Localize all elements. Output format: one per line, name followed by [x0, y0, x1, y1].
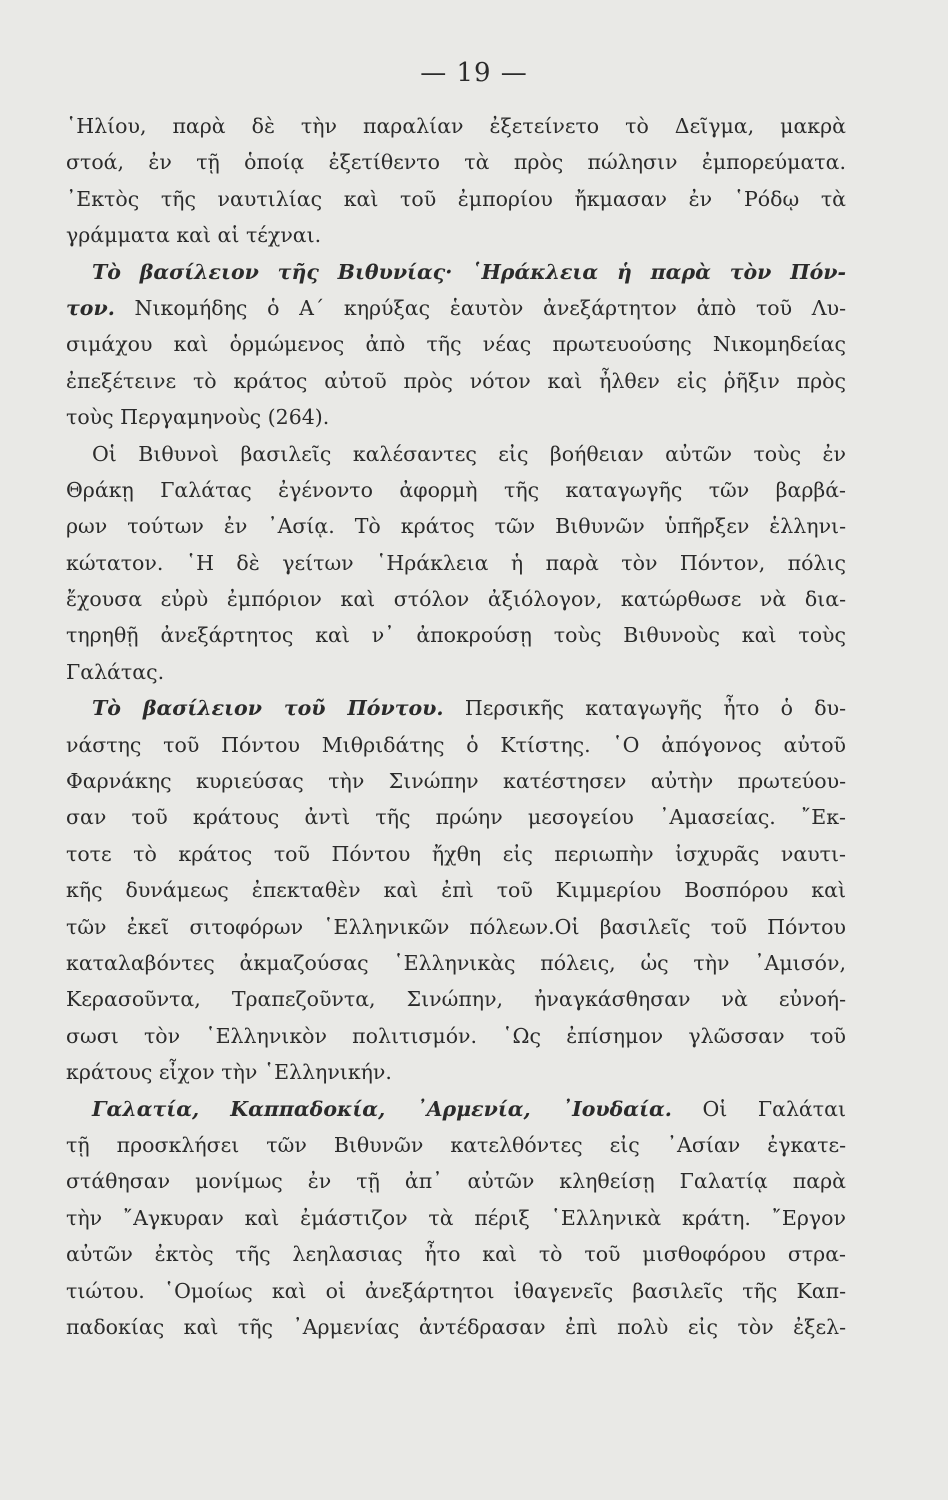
text-line	[66, 690, 846, 726]
line-text: ἔχουσα εὐρὺ ἐμπόριον καὶ στόλον ἀξιόλογον, κατώρθωσε νὰ δια-	[66, 587, 846, 612]
text-line	[66, 290, 846, 326]
line-text: σωσι τὸν ῾Ελληνικὸν πολιτισμόν. ῾Ως ἐπίσημον γλῶσσαν τοῦ	[66, 1023, 846, 1048]
text-line	[66, 1054, 846, 1090]
line-text: παδοκίας καὶ τῆς ᾿Αρμενίας ἀντέδρασαν ἐπὶ πολὺ εἰς τὸν ἐξελ-	[66, 1314, 846, 1339]
line-text: στοά, ἐν τῇ ὁποίᾳ ἐξετίθεντο τὰ πρὸς πώλησιν ἐμπορεύματα.	[66, 150, 846, 175]
text-line	[66, 1163, 846, 1199]
line-text: ἐπεξέτεινε τὸ κράτος αὐτοῦ πρὸς νότον καὶ ἦλθεν εἰς ῥῆξιν πρὸς	[66, 368, 846, 393]
line-text: τῇ προσκλήσει τῶν Βιθυνῶν κατελθόντες εἰς ᾿Ασίαν ἐγκατε-	[66, 1132, 846, 1157]
line-text: Περσικῆς καταγωγῆς ἦτο ὁ δυ-	[443, 696, 846, 721]
text-line	[66, 472, 846, 508]
line-text: Φαρνάκης κυριεύσας τὴν Σινώπην κατέστησεν αὐτὴν πρωτεύου-	[66, 769, 846, 794]
text-line	[66, 1200, 846, 1236]
text-line	[66, 399, 846, 435]
line-text: τὴν ῎Αγκυραν καὶ ἐμάστιζον τὰ πέριξ ῾Ελληνικὰ κράτη. ῎Εργον	[66, 1205, 846, 1230]
section-heading: Τὸ βασίλειον τῆς Βιθυνίας· ῾Ηράκλεια ἡ παρὰ τὸν Πόν-	[92, 259, 846, 284]
text-line	[66, 763, 846, 799]
line-text: ρων τούτων ἐν ᾿Ασίᾳ. Τὸ κράτος τῶν Βιθυνῶν ὑπῆρξεν ἑλληνι-	[66, 514, 846, 539]
text-line	[66, 727, 846, 763]
text-line	[66, 1018, 846, 1054]
text-line	[66, 217, 846, 253]
line-text: ῾Ηλίου, παρὰ δὲ τὴν παραλίαν ἐξετείνετο τὸ Δεῖγμα, μακρὰ	[66, 114, 846, 138]
text-line	[66, 909, 846, 945]
line-text: κῆς δυνάμεως ἐπεκταθὲν καὶ ἐπὶ τοῦ Κιμμερίου Βοσπόρου καὶ	[66, 878, 846, 903]
text-line	[66, 617, 846, 653]
line-text: Θράκῃ Γαλάτας ἐγένοντο ἀφορμὴ τῆς καταγωγῆς τῶν βαρβά-	[66, 477, 846, 502]
section-heading: Γαλατία, Καππαδοκία, ᾿Αρμενία, ᾿Ιουδαία.	[92, 1096, 672, 1121]
line-text: τιώτου. ῾Ομοίως καὶ οἱ ἀνεξάρτητοι ἰθαγενεῖς βασιλεῖς τῆς Καπ-	[66, 1278, 846, 1303]
line-text: σιμάχου καὶ ὁρμώμενος ἀπὸ τῆς νέας πρωτευούσης Νικομηδείας	[66, 332, 846, 357]
line-text: ᾿Εκτὸς τῆς ναυτιλίας καὶ τοῦ ἐμπορίου ἤκμασαν ἐν ῾Ρόδῳ τὰ	[66, 186, 846, 211]
text-line	[66, 545, 846, 581]
line-text: Γαλάτας.	[66, 659, 165, 684]
text-line	[66, 1127, 846, 1163]
text-line	[66, 108, 846, 144]
line-text: κώτατον. ῾Η δὲ γείτων ῾Ηράκλεια ἡ παρὰ τὸν Πόντον, πόλις	[66, 550, 846, 575]
text-line	[66, 981, 846, 1017]
line-text: τηρηθῇ ἀνεξάρτητος καὶ ν᾿ ἀποκρούσῃ τοὺς Βιθυνοὺς καὶ τοὺς	[66, 623, 846, 648]
line-text: αὐτῶν ἐκτὸς τῆς λεηλασιας ἦτο καὶ τὸ τοῦ μισθοφόρου στρα-	[66, 1242, 846, 1267]
line-text: τοτε τὸ κράτος τοῦ Πόντου ἤχθη εἰς περιωπὴν ἰσχυρᾶς ναυτι-	[66, 841, 846, 866]
text-line	[66, 326, 846, 362]
line-text: καταλαβόντες ἀκμαζούσας ῾Ελληνικὰς πόλεις, ὡς τὴν ᾿Αμισόν,	[66, 950, 846, 975]
line-text: γράμματα καὶ αἱ τέχναι.	[66, 223, 322, 248]
text-line	[66, 181, 846, 217]
text-line	[66, 1091, 846, 1127]
line-text: νάστης τοῦ Πόντου Μιθριδάτης ὁ Κτίστης. ῾Ο ἀπόγονος αὐτοῦ	[66, 732, 846, 757]
text-line	[66, 581, 846, 617]
section-heading: Τὸ βασίλειον τοῦ Πόντου.	[92, 696, 444, 721]
text-line	[66, 1309, 846, 1345]
line-text: στάθησαν μονίμως ἐν τῇ ἀπ᾿ αὐτῶν κληθείσῃ Γαλατίᾳ παρὰ	[66, 1169, 846, 1194]
line-text: Οἱ Γαλάται	[671, 1096, 846, 1121]
text-line	[66, 363, 846, 399]
section-heading: τον.	[66, 295, 115, 320]
text-line	[66, 144, 846, 180]
text-line	[66, 799, 846, 835]
line-text: κράτους εἶχον τὴν ῾Ελληνικήν.	[66, 1060, 392, 1085]
line-text: σαν τοῦ κράτους ἀντὶ τῆς πρώην μεσογείου ᾿Αμασείας. ῎Εκ-	[66, 805, 846, 830]
line-text: Νικομήδης ὁ Α΄ κηρύξας ἑαυτὸν ἀνεξάρτητον ἀπὸ τοῦ Λυ-	[114, 295, 846, 320]
text-line	[66, 508, 846, 544]
text-line	[66, 836, 846, 872]
line-text: τῶν ἐκεῖ σιτοφόρων ῾Ελληνικῶν πόλεων.Οἱ βασιλεῖς τοῦ Πόντου	[66, 914, 846, 939]
line-text: Οἱ Βιθυνοὶ βασιλεῖς καλέσαντες εἰς βοήθειαν αὐτῶν τοὺς ἐν	[92, 441, 846, 466]
body-text	[66, 108, 846, 1345]
text-line	[66, 872, 846, 908]
text-line	[66, 1273, 846, 1309]
text-line	[66, 654, 846, 690]
page-number: — 19 —	[420, 58, 528, 88]
line-text: Κερασοῦντα, Τραπεζοῦντα, Σινώπην, ἠναγκάσθησαν νὰ εὐνοή-	[66, 987, 846, 1012]
text-line	[66, 436, 846, 472]
text-line	[66, 945, 846, 981]
text-line	[66, 254, 846, 290]
text-line	[66, 1236, 846, 1272]
line-text: τοὺς Περγαμηνοὺς (264).	[66, 405, 330, 430]
